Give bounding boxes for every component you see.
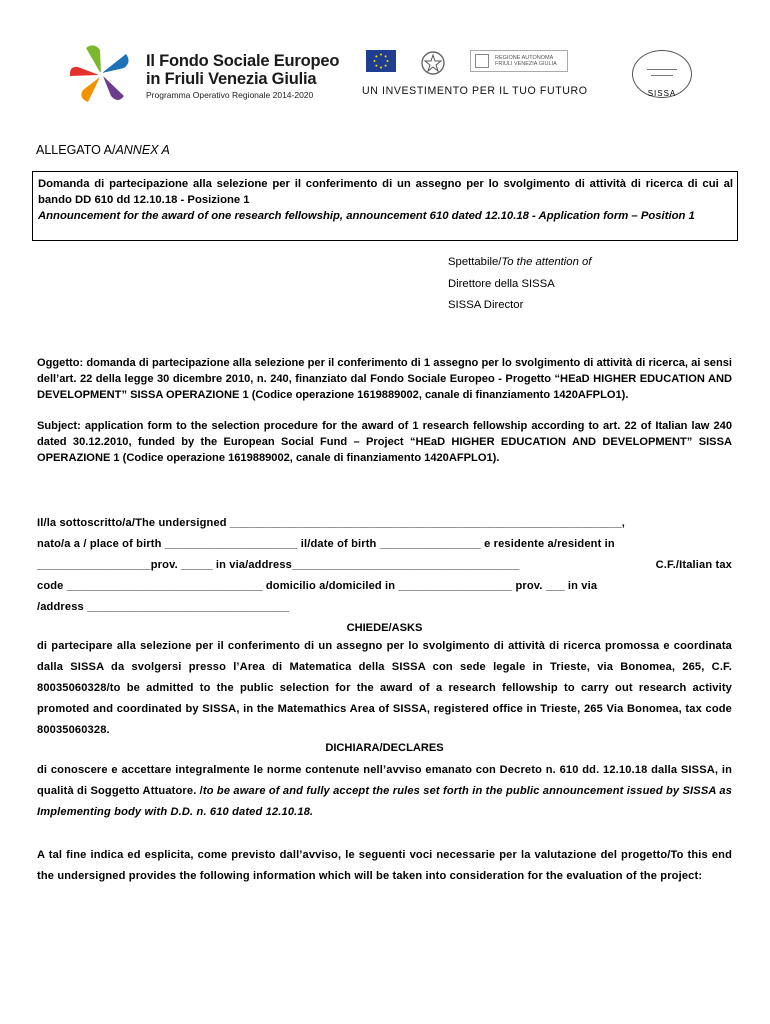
pinwheel-petals — [70, 45, 129, 102]
subject-paragraph: Subject: application form to the selection procedure for the award of 1 research fellowship according to art. 22 of Italian law 240 dated 30.12.2010, funded by the European Social Fund – Project “HEaD HIGHER EDUCATION AND DEVELOPMENT” SISSA OPERAZIONE 1 (Codice operazione 1619889002, canale di finanziamento 1420AFPLO1). — [37, 420, 732, 464]
italian-republic-emblem-icon — [420, 50, 446, 78]
region-label-1: REGIONE AUTONOMA — [495, 55, 554, 61]
region-shield-icon — [475, 54, 489, 68]
chiede-paragraph: di partecipare alla selezione per il conferimento di un assegno per lo svolgimento di attività di ricerca promossa e coordinata dalla SISSA da svolgersi presso l’Area di Matematica della SISSA con sede legale in Trieste, via Bonomea, 265, C.F. 80035060328/to be admitted to the public selection for the award of a research fellowship to carry out research activity promoted and coordinated by SISSA, in the Matemathics Area of SISSA, registered office in Trieste, 265 Via Bonomea, tax code 80035060328. — [37, 640, 732, 736]
eu-flag-icon — [366, 50, 396, 72]
fse-title-block — [146, 52, 339, 100]
sissa-seal-line — [647, 69, 677, 70]
addressee-en: To the attention of — [501, 256, 592, 268]
form-address-field: __________________prov. _____ in via/address____________________________________ — [37, 559, 520, 571]
fse-subtitle: Programma Operativo Regionale 2014-2020 — [146, 90, 314, 100]
institutional-badges — [362, 50, 572, 84]
slogan: UN INVESTIMENTO PER IL TUO FUTURO — [362, 85, 588, 97]
annex-title-it: ALLEGATO A/ — [36, 143, 116, 157]
addressee-line-3: SISSA Director — [448, 299, 524, 311]
heading-italian: Domanda di partecipazione alla selezione per il conferimento di un assegno per lo svolgimento di attività di ricerca di cui al bando DD 610 dd 12.10.18 - Posizione 1 — [38, 178, 733, 206]
region-label-2: FRIULI VENEZIA GIULIA — [495, 61, 557, 67]
dichiara-text-en: to be aware of and fully accept the rules set forth in the public announcement issued by SISSA as Implementing body with D.D. n. 610 dated 12.10.18. — [37, 785, 733, 818]
annex-title-en: ANNEX A — [115, 143, 170, 157]
form-line-address — [37, 559, 732, 571]
form-tax-label: C.F./Italian tax — [655, 559, 732, 571]
form-line-undersigned: Il/la sottoscritto/a/The undersigned ______________________________________________________________, — [37, 517, 625, 529]
fse-title-line-1: Il Fondo Sociale Europeo — [146, 52, 340, 70]
form-line-domicile: code _______________________________ domicilio a/domiciled in __________________ prov. ___ in via — [37, 580, 598, 592]
annex-title — [36, 143, 170, 157]
addressee-line-2: Direttore della SISSA — [448, 278, 555, 290]
dichiara-paragraph — [37, 760, 732, 823]
chiede-heading: CHIEDE/ASKS — [346, 622, 423, 634]
application-heading-box — [32, 171, 738, 241]
region-fvg-badge — [470, 50, 568, 72]
form-line-birth: nato/a a / place of birth _____________________ il/date of birth ________________ e residente a/resident in — [37, 538, 615, 550]
evaluation-paragraph: A tal fine indica ed esplicita, come previsto dall’avviso, le seguenti voci necessarie per la valutazione del progetto/To this end the undersigned provides the following information which will be taken into consideration for the evaluation of the project: — [37, 849, 732, 882]
addressee-it: Spettabile/ — [448, 256, 502, 268]
sissa-seal-line — [651, 75, 673, 76]
fse-title-line-2: in Friuli Venezia Giulia — [146, 70, 317, 88]
form-line-via: /address ________________________________ — [37, 601, 290, 613]
addressee-line-1 — [448, 256, 591, 268]
dichiara-heading: DICHIARA/DECLARES — [325, 742, 444, 754]
heading-english: Announcement for the award of one research fellowship, announcement 610 dated 12.10.18 - Application form – Position 1 — [38, 209, 695, 222]
dichiara-text-it: di conoscere e accettare integralmente le norme contenute nell’avviso emanato con Decreto n. 610 dd. 12.10.18 dalla SISSA, in qualità di Soggetto Attuatore. / — [37, 764, 732, 797]
fse-pinwheel-logo — [66, 40, 138, 110]
sissa-seal-logo — [632, 50, 692, 98]
oggetto-paragraph: Oggetto: domanda di partecipazione alla selezione per il conferimento di 1 assegno per lo svolgimento di attività di ricerca, ai sensi dell’art. 22 della legge 30 dicembre 2010, n. 240, finanziato dal Fondo Sociale Europeo - Progetto “HEaD HIGHER EDUCATION AND DEVELOPMENT” SISSA OPERAZIONE 1 (Codice operazione 1619889002, canale di finanziamento 1420AFPLO1). — [37, 357, 732, 401]
sissa-label: SISSA — [647, 89, 677, 98]
